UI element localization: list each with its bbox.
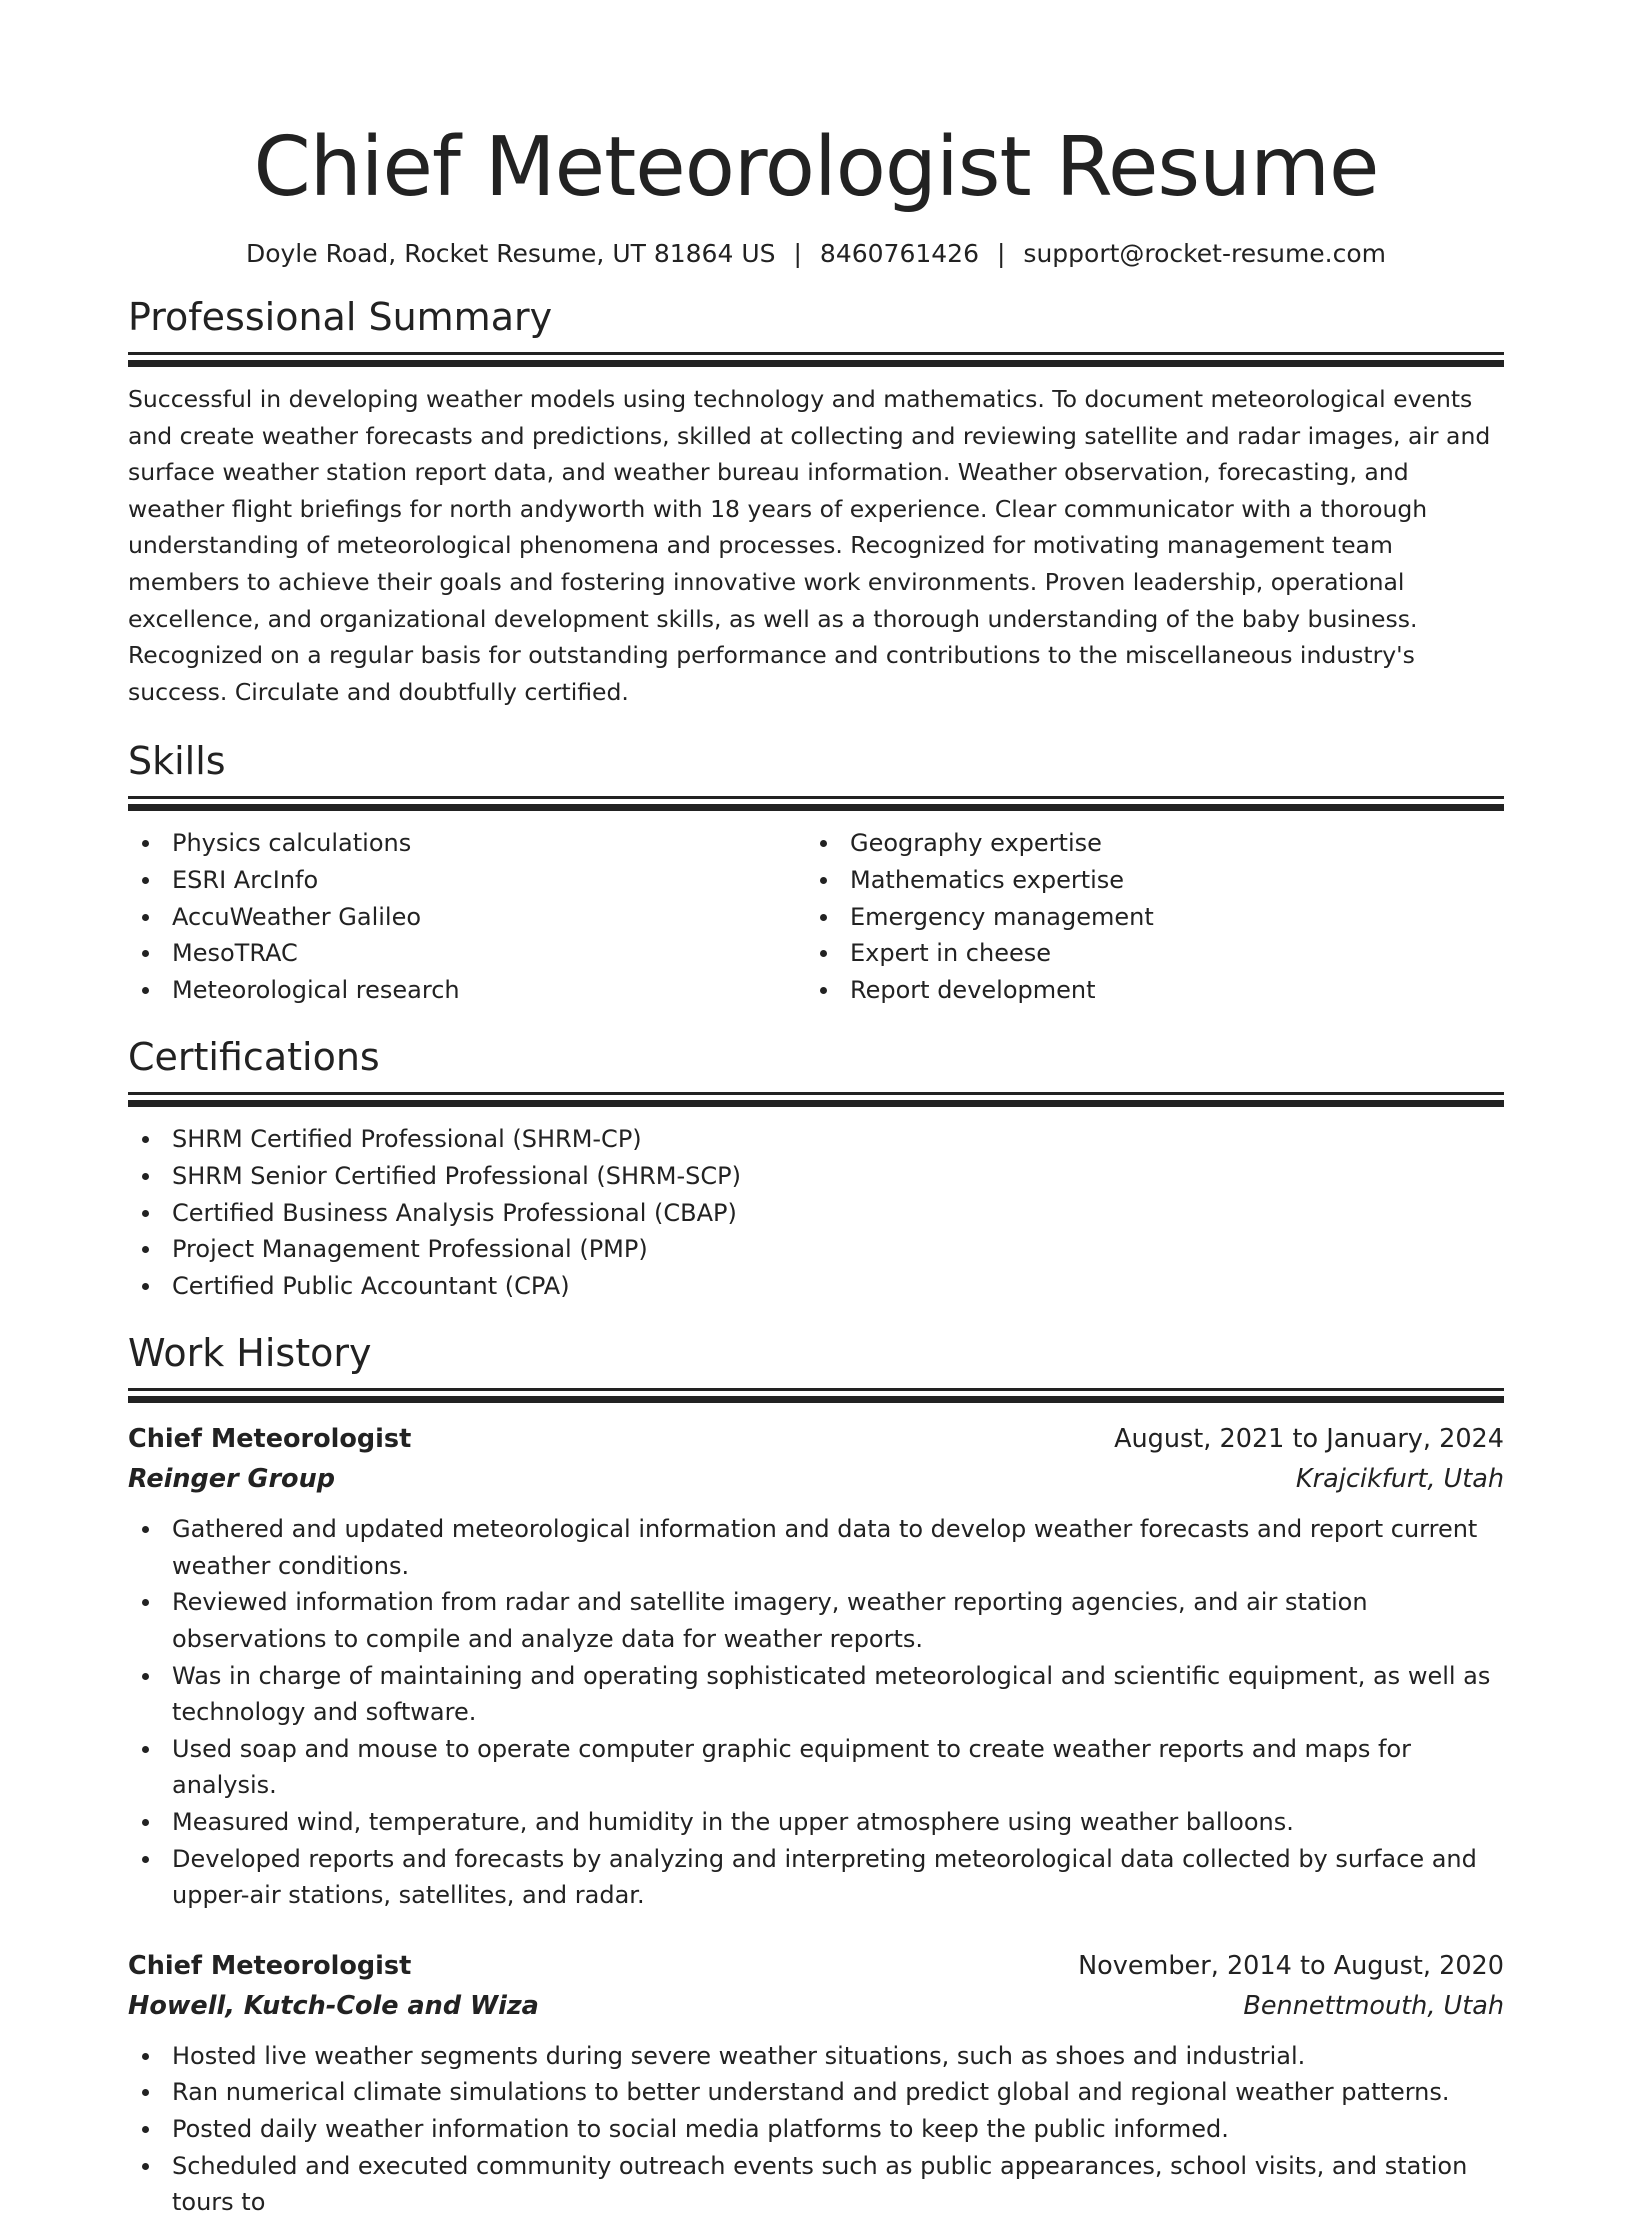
skills-list-left xyxy=(128,825,806,1008)
job-company: Reinger Group xyxy=(128,1464,335,1495)
section-rule xyxy=(128,352,1504,355)
contact-line xyxy=(128,238,1504,270)
job-bullet: Posted daily weather information to social media platforms to keep the public informed. xyxy=(128,2111,1504,2148)
section-rule-thick xyxy=(128,1396,1504,1403)
phone: 8460761426 xyxy=(819,239,979,268)
job-bullet: Developed reports and forecasts by analyzing and interpreting meteorological data collected by surface and upper-air stations, satellites, and radar. xyxy=(128,1841,1504,1914)
job-bullet-list xyxy=(128,2038,1504,2221)
section-rule-thick xyxy=(128,1100,1504,1107)
job-bullet: Reviewed information from radar and satellite imagery, weather reporting agencies, and air station observations to compile and analyze data for weather reports. xyxy=(128,1584,1504,1657)
work-history-heading: Work History xyxy=(128,1331,372,1376)
job-subheader-row xyxy=(128,1459,1504,1499)
skill-item: AccuWeather Galileo xyxy=(128,899,806,936)
section-rule xyxy=(128,796,1504,799)
job-location: Krajcikfurt, Utah xyxy=(1295,1464,1504,1495)
job-subheader-row xyxy=(128,1986,1504,2026)
skill-item: ESRI ArcInfo xyxy=(128,862,806,899)
work-history-section xyxy=(128,1330,1504,2221)
job-bullet: Scheduled and executed community outreach events such as public appearances, school visits, and station tours to xyxy=(128,2148,1504,2221)
job-bullet: Used soap and mouse to operate computer graphic equipment to create weather reports and maps for analysis. xyxy=(128,1731,1504,1804)
certification-item: Certified Business Analysis Professional (CBAP) xyxy=(128,1195,1504,1232)
skill-item: Meteorological research xyxy=(128,972,806,1009)
separator: | xyxy=(793,239,802,268)
job-bullet: Ran numerical climate simulations to better understand and predict global and regional weather patterns. xyxy=(128,2074,1504,2111)
skill-item: Mathematics expertise xyxy=(806,862,1484,899)
skill-item: Physics calculations xyxy=(128,825,806,862)
certification-item: Certified Public Accountant (CPA) xyxy=(128,1268,1504,1305)
email: support@rocket-resume.com xyxy=(1023,239,1387,268)
certification-item: Project Management Professional (PMP) xyxy=(128,1231,1504,1268)
certifications-section xyxy=(128,1034,1504,1304)
certifications-heading: Certifications xyxy=(128,1035,380,1080)
skills-section xyxy=(128,738,1504,1008)
job-bullet: Gathered and updated meteorological information and data to develop weather forecasts and report current weather conditions. xyxy=(128,1511,1504,1584)
job-location: Bennettmouth, Utah xyxy=(1243,1990,1504,2021)
job-title: Chief Meteorologist xyxy=(128,1424,412,1455)
skills-heading: Skills xyxy=(128,739,226,784)
resume-page xyxy=(128,0,1504,2221)
section-rule xyxy=(128,1388,1504,1391)
summary-section xyxy=(128,294,1504,710)
skill-item: Report development xyxy=(806,972,1484,1009)
job-entry xyxy=(128,1419,1504,1914)
section-rule xyxy=(128,1092,1504,1095)
resume-title: Chief Meteorologist Resume xyxy=(253,120,1379,215)
address: Doyle Road, Rocket Resume, UT 81864 US xyxy=(245,239,776,268)
section-rule-thick xyxy=(128,360,1504,367)
certifications-list xyxy=(128,1121,1504,1304)
skill-item: Emergency management xyxy=(806,899,1484,936)
skill-item: MesoTRAC xyxy=(128,935,806,972)
job-dates: August, 2021 to January, 2024 xyxy=(1114,1424,1504,1455)
job-title: Chief Meteorologist xyxy=(128,1950,412,1981)
certification-item: SHRM Certified Professional (SHRM-CP) xyxy=(128,1121,1504,1158)
job-entry xyxy=(128,1946,1504,2221)
job-bullet: Measured wind, temperature, and humidity in the upper atmosphere using weather balloons. xyxy=(128,1804,1504,1841)
job-company: Howell, Kutch-Cole and Wiza xyxy=(128,1990,539,2021)
job-header-row xyxy=(128,1419,1504,1459)
summary-text: Successful in developing weather models using technology and mathematics. To document meteorological events and create weather forecasts and predictions, skilled at collecting and reviewing satellite and radar images, air and surface weather station report data, and weather bureau information. Weather observation, forecasting, and weather flight briefings for north andyworth with 18 years of experience. Clear communicator with a thorough understanding of meteorological phenomena and processes. Recognized for motivating management team members to achieve their goals and fostering innovative work environments. Proven leadership, operational excellence, and organizational development skills, as well as a thorough understanding of the baby business. Recognized on a regular basis for outstanding performance and contributions to the miscellaneous industry's success. Circulate and doubtfully certified. xyxy=(128,385,1491,706)
job-dates: November, 2014 to August, 2020 xyxy=(1078,1950,1504,1981)
skills-grid xyxy=(128,825,1504,1008)
skill-item: Geography expertise xyxy=(806,825,1484,862)
job-bullet: Was in charge of maintaining and operating sophisticated meteorological and scientific equipment, as well as technology and software. xyxy=(128,1658,1504,1731)
separator: | xyxy=(996,239,1006,268)
job-header-row xyxy=(128,1946,1504,1986)
summary-heading: Professional Summary xyxy=(128,295,553,339)
section-rule-thick xyxy=(128,804,1504,811)
job-bullet-list xyxy=(128,1511,1504,1914)
certification-item: SHRM Senior Certified Professional (SHRM-SCP) xyxy=(128,1158,1504,1195)
skills-list-right xyxy=(806,825,1484,1008)
skill-item: Expert in cheese xyxy=(806,935,1484,972)
job-bullet: Hosted live weather segments during severe weather situations, such as shoes and industrial. xyxy=(128,2038,1504,2075)
